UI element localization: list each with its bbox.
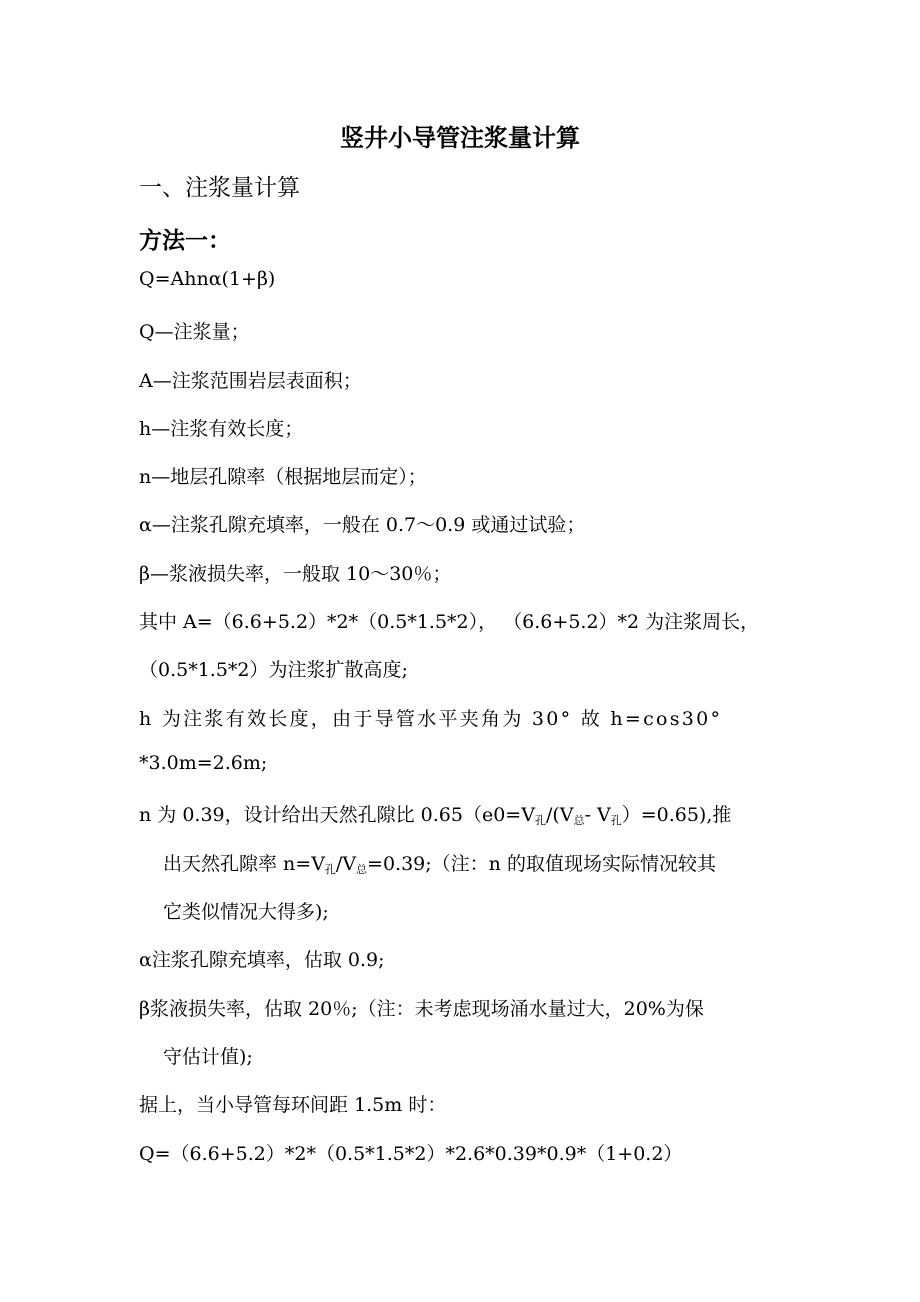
paragraph-alpha: α注浆孔隙充填率，估取 0.9; <box>139 949 385 971</box>
definition-a: A—注浆范围岩层表面积； <box>139 370 362 392</box>
definition-h: h—注浆有效长度； <box>139 418 304 440</box>
definition-alpha: α—注浆孔隙充填率，一般在 0.7～0.9 或通过试验； <box>139 514 586 536</box>
paragraph-beta-line2: 守估计值); <box>163 1046 253 1068</box>
paragraph-a-line2: （0.5*1.5*2）为注浆扩散高度; <box>139 659 408 681</box>
formula: Q=Ahnα(1+β) <box>139 268 276 290</box>
conclusion: 据上，当小导管每环间距 1.5m 时： <box>139 1094 447 1116</box>
paragraph-beta-line1: β浆液损失率，估取 20％;（注：未考虑现场涌水量过大，20%为保 <box>139 998 704 1020</box>
paragraph-h-line2: *3.0m=2.6m; <box>139 752 268 774</box>
document-title: 竖井小导管注浆量计算 <box>340 124 580 152</box>
paragraph-n-line1: n 为 0.39，设计给出天然孔隙比 $0.65(e0=V_孔/(V_总-$ $V_孔)=0.65$),推 <box>139 804 732 827</box>
paragraph-n-line2: 出天然孔隙率 $n=V_孔/V_总=0.39$;（注：n 的取值现场实际情况较其 <box>163 853 716 876</box>
definition-beta: β—浆液损失率，一般取 10～30％； <box>139 563 452 585</box>
paragraph-n-line3: 它类似情况大得多); <box>163 901 329 923</box>
definition-q: Q—注浆量； <box>139 321 250 343</box>
definition-n: n—地层孔隙率（根据地层而定）； <box>139 466 427 488</box>
method-heading: 方法一： <box>139 228 231 254</box>
section-heading: 一、注浆量计算 <box>139 175 300 201</box>
final-formula: Q=（6.6+5.2）*2*（0.5*1.5*2）*2.6*0.39*0.9*（1+0.2） <box>139 1143 683 1165</box>
paragraph-a-line1: 其中 A=（6.6+5.2）*2*（0.5*1.5*2）， （6.6+5.2）*2 为注浆周长， <box>139 611 760 633</box>
paragraph-h-line1: h 为注浆有效长度，由于导管水平夹角为 30° 故 h=cos30° <box>139 708 723 730</box>
